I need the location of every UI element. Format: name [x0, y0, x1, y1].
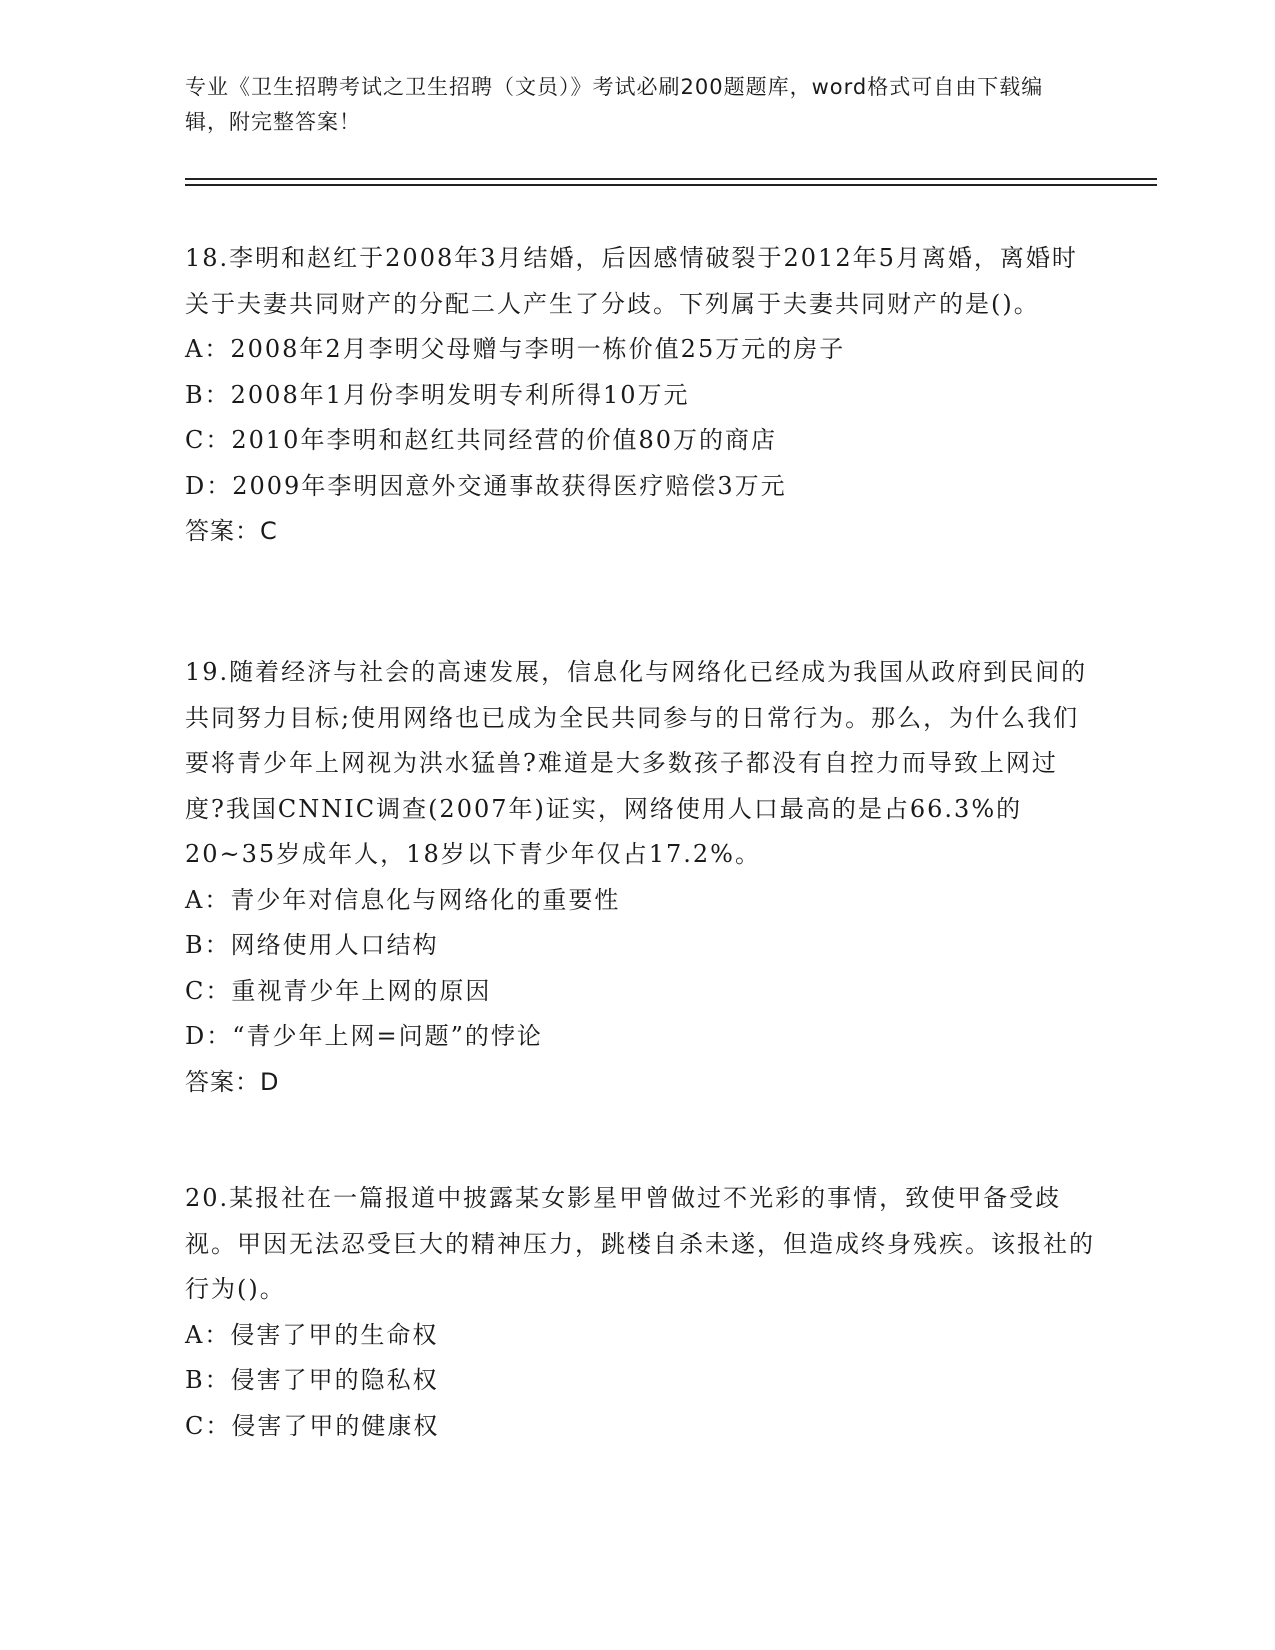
question-18: [185, 236, 1095, 555]
option-c: C：2010年李明和赵红共同经营的价值80万的商店: [185, 426, 777, 454]
option-c: C：侵害了甲的健康权: [185, 1411, 440, 1440]
option-d: D：“青少年上网=问题”的悖论: [185, 1022, 543, 1050]
question-stem: 18.李明和赵红于2008年3月结婚，后因感情破裂于2012年5月离婚，离婚时关于夫妻共同财产的分配二人产生了分歧。下列属于夫妻共同财产的是()。: [185, 244, 1078, 318]
option-b: B：2008年1月份李明发明专利所得10万元: [185, 380, 690, 409]
header-divider-top: [185, 178, 1157, 180]
option-b: B：网络使用人口结构: [185, 931, 439, 959]
question-19: [185, 650, 1095, 1105]
header-divider-bottom: [185, 184, 1157, 186]
question-20: [185, 1176, 1095, 1449]
option-d: D：2009年李明因意外交通事故获得医疗赔偿3万元: [185, 471, 787, 500]
question-stem: 20.某报社在一篇报道中披露某女影星甲曾做过不光彩的事情，致使甲备受歧视。甲因无法忍受巨大的精神压力，跳楼自杀未遂，但造成终身残疾。该报社的行为()。: [185, 1184, 1095, 1303]
document-header: [185, 70, 1085, 140]
option-a: A：侵害了甲的生命权: [185, 1320, 439, 1349]
answer-line: 答案：C: [185, 517, 278, 545]
answer-line: 答案：D: [185, 1067, 280, 1096]
question-stem: 19.随着经济与社会的高速发展，信息化与网络化已经成为我国从政府到民间的共同努力目标;使用网络也已成为全民共同参与的日常行为。那么，为什么我们要将青少年上网视为洪水猛兽?难道是大多数孩子都没有自控力而导致上网过度?我国CNNIC调查(2007年)证实，网络使用人口最高的是占66.3%的20~35岁成年人，18岁以下青少年仅占17.2%。: [185, 658, 1088, 868]
option-b: B：侵害了甲的隐私权: [185, 1366, 439, 1394]
option-c: C：重视青少年上网的原因: [185, 976, 492, 1005]
option-a: A：青少年对信息化与网络化的重要性: [185, 885, 621, 914]
option-a: A：2008年2月李明父母赠与李明一栋价值25万元的房子: [185, 335, 846, 363]
header-text: 专业《卫生招聘考试之卫生招聘（文员）》考试必刷200题题库，word格式可自由下载编辑，附完整答案！: [185, 75, 1044, 134]
